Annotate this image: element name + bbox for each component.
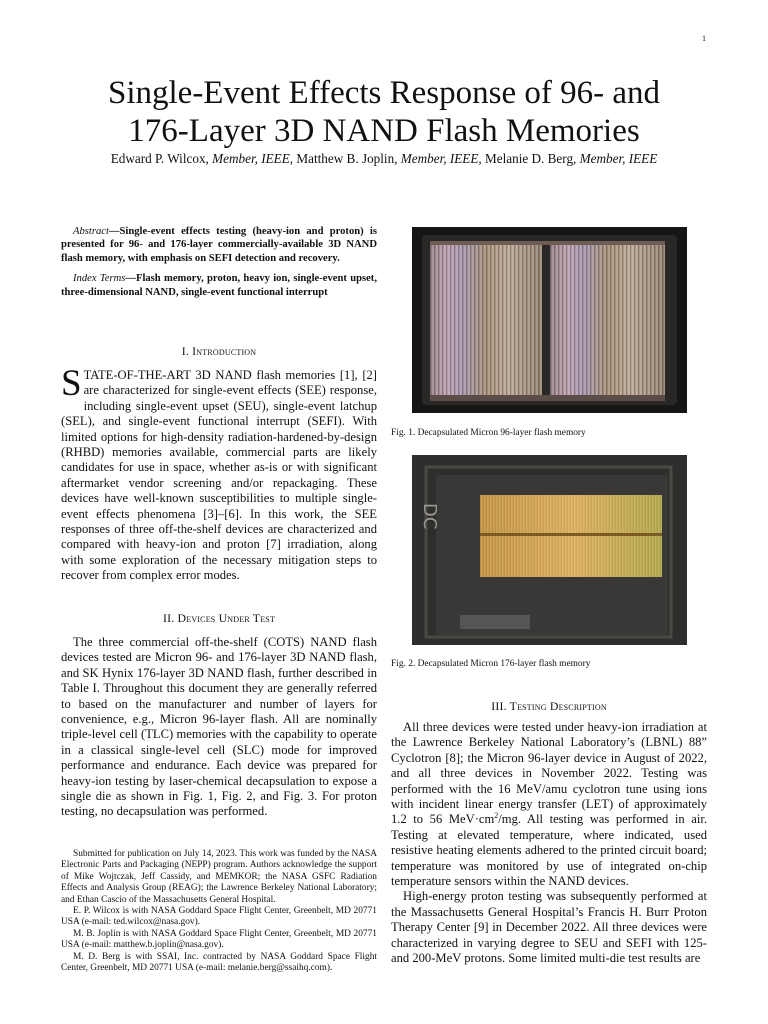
- introduction-paragraph: [61, 363, 377, 584]
- footnote: E. P. Wilcox is with NASA Goddard Space Flight Center, Greenbelt, MD 20771 USA (e-mail: ted.wilcox@nasa.gov).: [61, 906, 377, 928]
- footnote: M. B. Joplin is with NASA Goddard Space Flight Center, Greenbelt, MD 20771 USA (e-mail: matthew.b.joplin@nasa.gov).: [61, 928, 377, 951]
- die-photo-176-layer: [412, 455, 687, 645]
- footnote: M. D. Berg is with SSAI, Inc. contracted by NASA Goddard Space Flight Center, Greenbelt, MD 20771 USA (e-mail: melanie.berg@ssaihq.com).: [61, 951, 377, 974]
- figure-1-image: [412, 227, 687, 413]
- author-role: Member, IEEE: [400, 151, 479, 166]
- index-terms-label: Index Terms: [73, 273, 126, 285]
- figure-1-caption: Fig. 1. Decapsulated Micron 96-layer flash memory: [391, 428, 586, 438]
- author-name: Edward P. Wilcox: [110, 151, 206, 166]
- paper-title: [60, 74, 708, 150]
- author-list: Edward P. Wilcox, Member, IEEE, Matthew B. Joplin, Member, IEEE, Melanie D. Berg, Member, IEEE: [110, 151, 658, 166]
- section-heading-introduction: I. Introduction: [181, 344, 257, 358]
- author-name: Melanie D. Berg: [485, 151, 574, 166]
- index-terms-text: —Flash memory, proton, heavy ion, single-event upset, three-dimensional NAND, single-event functional interrupt: [61, 273, 377, 298]
- section-heading-devices: II. Devices Under Test: [162, 611, 276, 625]
- testing-text-b: /mg. All testing was performed in air. Testing at elevated temperature, where indicated, used resistive heating elements adhered to the printed circuit board; temperature was monitored by use of integrated on-chip temperature sensors within the NAND devices.: [391, 812, 707, 889]
- footnote: Submitted for publication on July 14, 2023. This work was funded by the NASA Electronic Parts and Packaging (NEPP) program. Authors acknowledge the support of Mike Wojtczak, Jeff Cassidy, and MEMKOR; the NASA GSFC Radiation Effects and Analysis Group (REAG); the Lawrence Berkeley National Laboratory; and Ethan Cascio of the Massachusetts General Hospital.: [61, 849, 377, 905]
- introduction-body: [61, 363, 377, 584]
- testing-paragraph-1: [391, 720, 707, 889]
- figure-2-image: [412, 455, 687, 645]
- author-role: Member, IEEE: [579, 151, 658, 166]
- title-line-2: 176-Layer 3D NAND Flash Memories: [128, 113, 640, 149]
- author-role: Member, IEEE: [212, 151, 290, 166]
- index-terms: [61, 272, 377, 299]
- abstract: [61, 225, 377, 265]
- introduction-text: TATE-OF-THE-ART 3D NAND flash memories [1], [2] are characterized for single-event effects (SEE) response, including single-event upset (SEU), single-event latchup (SEL), and single-event functional interrupt (SEFI). With limited options for high-density radiation-hardened-by-design (RHBD) memories available, commercial parts are likely candidates for use in space, whether as-is or with significant aftermarket vendor screening and/or repackaging. These devices have well-known susceptibilities to multiple single-event effects phenomena [3]–[6]. In this work, the SEE responses of three off-the-shelf devices are characterized and compared with heavy-ion and proton [7] irradiation, along with some exploration of the necessary mitigation steps to recover from complex error modes.: [61, 368, 377, 583]
- abstract-text: —Single-event effects testing (heavy-ion and proton) is presented for 96- and 176-layer commercially-available 3D NAND flash memory, with emphasis on SEFI detection and recovery.: [61, 226, 377, 264]
- title-line-1: Single-Event Effects Response of 96- and: [107, 75, 660, 111]
- author-name: Matthew B. Joplin: [296, 151, 395, 166]
- figure-2-caption: Fig. 2. Decapsulated Micron 176-layer flash memory: [391, 659, 591, 669]
- abstract-block: [61, 225, 377, 306]
- testing-body: [391, 720, 707, 967]
- page-number: 1: [702, 34, 706, 43]
- testing-paragraph-2: High-energy proton testing was subsequently performed at the Massachusetts General Hospital’s Francis H. Burr Proton Therapy Center [9] in December 2022. All three devices were characterized in varying degree to SEU and SEFI with 125- and 200-MeV protons. Some limited multi-die test results are: [391, 889, 707, 966]
- footnotes: [61, 849, 377, 974]
- section-heading-testing: III. Testing Description: [491, 699, 607, 713]
- superscript: 2: [494, 811, 499, 821]
- die-label: DC: [419, 503, 440, 530]
- abstract-label: Abstract: [73, 226, 109, 237]
- drop-cap: S: [61, 363, 82, 404]
- die-photo-96-layer: [412, 227, 687, 413]
- devices-body: [61, 635, 377, 820]
- testing-text-a: All three devices were tested under heavy-ion irradiation at the Lawrence Berkeley National Laboratory’s (LBNL) 88” Cyclotron [8]; the Micron 96-layer device in August of 2022, and all three devices in November 2022. Testing was performed with the 16 MeV/amu cyclotron tune using ions with incident linear energy transfer (LET) of approximately 1.2 to 56 MeV·cm: [391, 720, 707, 827]
- devices-paragraph: The three commercial off-the-shelf (COTS) NAND flash devices tested are Micron 96- and 176-layer 3D NAND flash, and SK Hynix 176-layer 3D NAND flash, further described in Table I. Throughout this document they are generally referred to based on the manufacturer and number of layers for convenience, e.g., Micron 96-layer flash. All are nominally triple-level cell (TLC) memories with the capability to operate in a classical single-level cell (SLC) mode for improved performance and endurance. Each device was prepared for heavy-ion testing by laser-chemical decapsulation to expose a single die as shown in Fig. 1, Fig. 2, and Fig. 3. For proton testing, no decapsulation was performed.: [61, 635, 377, 819]
